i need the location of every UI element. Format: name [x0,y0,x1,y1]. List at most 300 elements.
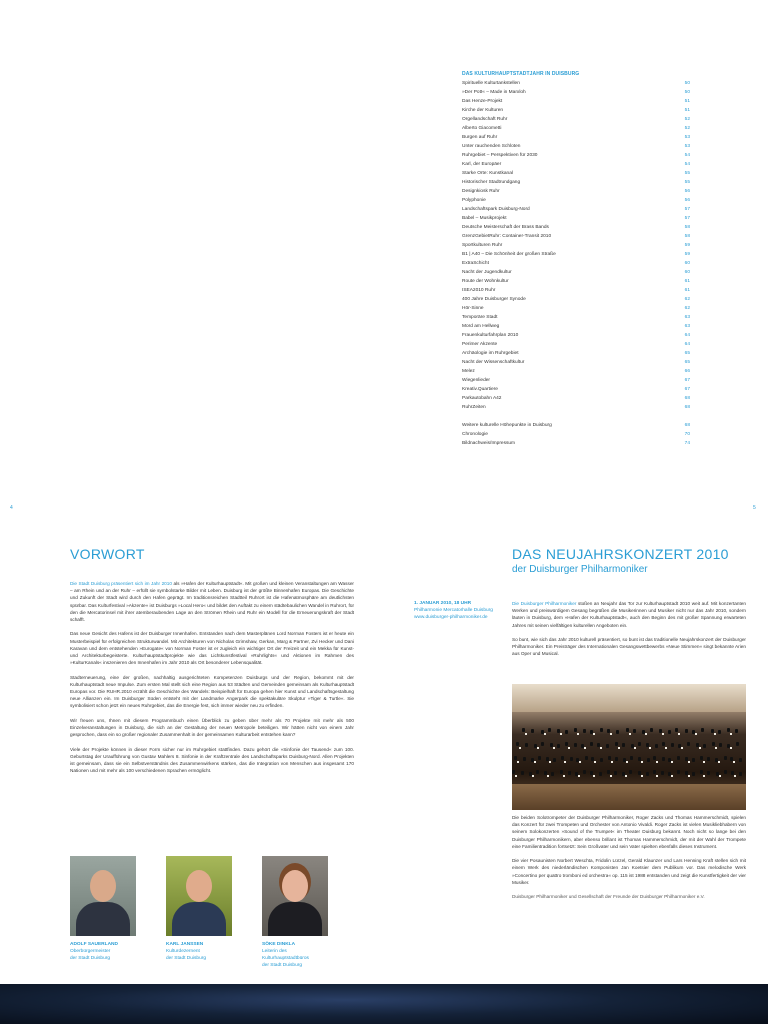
toc-item[interactable] [462,142,690,151]
toc-item[interactable] [462,250,690,259]
music-stand [688,761,690,763]
person-name: SÖKE DINKLA [262,942,296,947]
musician-figure [646,772,649,776]
toc-item-title: Landschaftspark Duisburg-Nord [462,207,530,212]
music-stand [688,775,690,777]
toc-item[interactable] [462,394,690,403]
toc-item-title: Nacht der Wissenschaftkultur [462,360,525,365]
toc-item-page: 68 [684,396,690,401]
musician-figure [615,757,618,761]
toc-item[interactable] [462,430,690,439]
toc-item[interactable] [462,214,690,223]
toc-item-title: ISEA2010 Ruhr [462,288,496,293]
musician-figure [718,730,721,734]
toc-item-page: 54 [684,162,690,167]
toc-item[interactable] [462,79,690,88]
music-stand [629,733,631,735]
musician-figure [615,742,618,746]
music-stand [641,761,643,763]
toc-item[interactable] [462,322,690,331]
musician-figure [522,728,525,732]
toc-item[interactable] [462,205,690,214]
musician-figure [727,728,730,732]
toc-item-title: Perimer Akzente [462,342,498,347]
person-role: der Stadt Duisburg [70,956,110,961]
music-stand [733,761,735,763]
person-card [166,856,232,969]
music-stand [703,775,705,777]
toc-item-title: Babel – Musikprojekt [462,216,507,221]
music-stand [610,733,612,735]
musician-figure [687,742,690,746]
musician-figure [650,728,653,732]
musician-figure [585,756,588,760]
musician-figure [608,756,611,760]
toc-item-page: 53 [684,144,690,149]
musician-figure [724,756,727,760]
musician-figure [516,742,519,746]
toc-item[interactable] [462,160,690,169]
toc-item-page: 52 [684,126,690,131]
musician-figure [712,742,715,746]
person-card [262,856,328,969]
next-page-image-strip [0,984,768,1024]
musician-figure [523,757,526,761]
musician-figure [600,758,603,762]
person-role: Leiterin des Kulturhauptstadtbüros [262,949,309,961]
toc-item-title: Burgen auf Ruhr [462,135,498,140]
toc-item[interactable] [462,124,690,133]
musician-figure [703,744,706,748]
toc-item-title: Spirituelle Kulturtankstellen [462,81,520,86]
toc-item[interactable] [462,331,690,340]
music-stand [594,761,596,763]
toc-item[interactable] [462,88,690,97]
musician-figure [668,730,671,734]
toc-item-title: Historischer Stadtrundgang [462,180,521,185]
musician-figure [677,756,680,760]
musician-figure [514,756,517,760]
music-stand [719,775,721,777]
musician-figure [662,742,665,746]
toc-item-page: 62 [684,297,690,302]
music-stand [593,775,595,777]
musician-figure [583,729,586,733]
musician-figure [531,729,534,733]
musician-figure [606,744,609,748]
toc-item-title: RuhrZeiten [462,405,486,410]
music-stand [645,733,647,735]
toc-item-page: 50 [684,81,690,86]
person-name: KARL JANSSEN [166,942,204,947]
toc-item-page: 59 [684,243,690,248]
musician-figure [647,758,650,762]
person-role: der Stadt Duisburg [166,956,206,961]
toc-item-title: Sportkulturen Ruhr [462,243,503,248]
music-stand [593,733,595,735]
toc-item-page: 63 [684,315,690,320]
toc-item-title: Kreativ.Quartiere [462,387,498,392]
musician-figure [557,744,560,748]
toc-item[interactable] [462,349,690,358]
toc-item[interactable] [462,340,690,349]
music-stand [671,775,673,777]
music-stand [579,761,581,763]
toc-item-title: Karl, der Europäer [462,162,502,167]
toc-item-title: Nacht der Jugendkultur [462,270,512,275]
music-stand [544,733,546,735]
toc-item-title: Melez [462,369,475,374]
music-stand [515,775,517,777]
toc-item-title: 400 Jahre Duisburger Synode [462,297,526,302]
musician-figure [736,742,739,746]
toc-item-page: 60 [684,261,690,266]
music-stand [681,747,683,749]
toc-item-title: Wiegenlieder [462,378,490,383]
musician-figure [600,728,603,732]
music-stand [600,747,602,749]
music-stand [577,733,579,735]
musician-figure [700,770,703,774]
musician-figure [653,756,656,760]
music-stand [626,761,628,763]
toc-item-page: 54 [684,153,690,158]
music-stand [537,747,539,749]
toc-item-page: 68 [684,423,690,428]
toc-item-page: 56 [684,189,690,194]
toc-item[interactable] [462,313,690,322]
toc-item-page: 70 [684,432,690,437]
portrait-photo [166,856,232,936]
toc-item-title: Frauenkulturfahrplan 2010 [462,333,519,338]
musician-figure [735,729,738,733]
table-of-contents [462,70,690,448]
music-stand [568,747,570,749]
toc-item[interactable] [462,295,690,304]
toc-item-title: Chronologie [462,432,488,437]
event-info [414,600,509,622]
toc-item-page: 64 [684,333,690,338]
musician-figure [661,771,664,775]
music-stand [695,733,697,735]
person-card [70,856,136,969]
toc-item[interactable] [462,259,690,268]
vorwort-paragraph: Viele der Projekte können in dieser Form sicher nur im Ruhrgebiet stattfinden. Dazu gehört die »Sinfonie der Tausend« zum 100. Geburtstag der Uraufführung von Gustav Mahlers 8. Sinfonie in der Kraftzentrale des Landschaftsparks Duisburg-Nord. Allen Projekten ist gemeinsam, dass sie ein Selbstverständnis des Zusammenwirkens stärken, das die Integration von Menschen aus insgesamt 170 Nationen und mit mehr als 100 verschiedenen Sprachen ermöglicht. [70,746,354,774]
event-date: 1. JANUAR 2010, 18 UHR [414,601,472,606]
toc-item-page: 62 [684,306,690,311]
toc-item-title: Weitere kulturelle Höhepunkte in Duisburg [462,423,552,428]
music-stand [618,747,620,749]
music-stand [563,775,565,777]
toc-item-page: 56 [684,198,690,203]
toc-item-title: ExtraSchicht [462,261,489,266]
toc-item-title: Hör-Sinne [462,306,484,311]
toc-item-page: 51 [684,99,690,104]
toc-item-title: Unter rauchenden Schloten [462,144,521,149]
musician-figure [616,730,619,734]
toc-item-title: Deutsche Meisterschaft der Brass Bands [462,225,549,230]
vorwort-paragraph [70,580,354,623]
musician-figure [685,729,688,733]
neujahr-intro [512,600,746,665]
music-stand [730,747,732,749]
music-stand [610,775,612,777]
musician-figure [568,771,571,775]
vorwort-title: VORWORT [70,546,145,562]
musician-figure [548,728,551,732]
neujahr-credit: Duisburger Philharmoniker und Gesellschaft der Freunde der Duisburger Philharmoniker e.V. [512,894,705,900]
toc-item-title: B1 | A40 – Die Schönheit der großen Straße [462,252,556,257]
music-stand [634,747,636,749]
music-stand [525,733,527,735]
musician-figure [512,770,515,774]
toc-spacer [462,412,690,421]
toc-extra-list [462,421,690,448]
music-stand [734,775,736,777]
toc-item[interactable] [462,196,690,205]
musician-figure [692,758,695,762]
music-stand [662,733,664,735]
neujahr-subtitle: der Duisburger Philharmoniker [512,564,648,575]
music-stand [714,733,716,735]
music-stand [656,775,658,777]
portrait-photo [70,856,136,936]
toc-item-page: 65 [684,360,690,365]
neujahr-details [512,814,746,908]
toc-item-page: 64 [684,342,690,347]
neujahr-paragraph [512,600,746,629]
musician-figure [583,770,586,774]
musician-figure [629,770,632,774]
toc-item-page: 59 [684,252,690,257]
musician-figure [707,757,710,761]
person-role: der Stadt Duisburg [262,963,302,968]
orchestra-photo [512,684,746,810]
music-stand [703,761,705,763]
toc-list [462,79,690,412]
vorwort-body [70,580,354,782]
toc-item[interactable] [462,421,690,430]
toc-item[interactable] [462,151,690,160]
neujahr-text: stoßen an Neujahr das Tor zur Kulturhauptstadt 2010 weit auf. Mit konzertanten Werken und preiswürdigem Gesang begrüßen die Musikerinnen und Musiker nicht nur das Jahr 2010, sondern läuten in Duisburg, dem »Hafen der Kulturhauptstadt«, auch den Beginn des mit großer Spannung erwarteten Jahres mit seinen vielfältigen kulturellen Angeboten ein. [512,601,746,628]
music-stand [517,761,519,763]
musician-figure [622,743,625,747]
toc-item-page: 52 [684,117,690,122]
vorwort-paragraph: Wir freuen uns, Ihnen mit diesem Programmbuch einen Überblick zu geben über mehr als 70 Projekte mit mehr als 500 Einzelveranstaltungen in Duisburg, die sich an der Gestaltung der neuen Metropole beteiligen. Wir hätten nicht von einem Jahr gesprochen, dass ein so großer regionaler Zusammenhalt in der gemeinsamen Kulturarbeit entstehen kann? [70,717,354,738]
toc-item-title: »Der Pott« – Made in Marxloh [462,90,526,95]
musician-figure [700,756,703,760]
musician-figure [655,744,658,748]
toc-item[interactable] [462,178,690,187]
toc-item[interactable] [462,277,690,286]
toc-item-page: 63 [684,324,690,329]
toc-item-page: 55 [684,171,690,176]
music-stand [665,747,667,749]
toc-item-page: 58 [684,225,690,230]
music-stand [534,761,536,763]
toc-item[interactable] [462,439,690,448]
music-stand [730,733,732,735]
toc-item-page: 68 [684,405,690,410]
toc-item-page: 51 [684,108,690,113]
musician-figure [662,757,665,761]
musician-figure [570,757,573,761]
music-stand [564,761,566,763]
toc-item-page: 61 [684,279,690,284]
vorwort-lead-link[interactable]: Die Stadt Duisburg präsentiert sich im Jahr 2010 [70,581,173,586]
musician-figure [633,729,636,733]
toc-item-page: 57 [684,216,690,221]
music-stand [649,747,651,749]
musician-figure [607,770,610,774]
toc-item-title: Archäologie im Ruhrgebiet [462,351,519,356]
toc-item-title: Das Henze-Projekt [462,99,503,104]
musician-figure [724,770,727,774]
toc-item-title: Orgellandschaft Ruhr [462,117,508,122]
toc-item[interactable] [462,97,690,106]
musician-figure [626,728,629,732]
music-stand [656,761,658,763]
musician-figure [671,743,674,747]
toc-item[interactable] [462,106,690,115]
musician-figure [653,770,656,774]
musician-figure [536,770,539,774]
event-url-link[interactable]: www.duisburger-philharmoniker.de [414,615,488,621]
toc-item[interactable] [462,187,690,196]
toc-item-title: Kirche der Kulturen [462,108,504,113]
music-stand [715,747,717,749]
musician-figure [599,772,602,776]
musician-figure [565,742,568,746]
music-stand [532,775,534,777]
music-stand [641,775,643,777]
musician-figure [525,743,528,747]
toc-item-page: 50 [684,90,690,95]
person-role: Kulturdezernent [166,949,200,954]
toc-item[interactable] [462,304,690,313]
toc-item-page: 67 [684,378,690,383]
portrait-row [70,856,340,969]
musician-figure [707,771,710,775]
toc-item-page: 67 [684,387,690,392]
musician-figure [538,756,541,760]
toc-item[interactable] [462,115,690,124]
toc-item-page: 65 [684,351,690,356]
toc-item-title: Starke Orte: Kunstkanal [462,171,513,176]
portrait-photo [262,856,328,936]
musician-figure [553,758,556,762]
toc-item[interactable] [462,268,690,277]
event-venue: Philharmonie Mercatorhalle Duisburg [414,608,493,614]
toc-item[interactable] [462,133,690,142]
musician-figure [701,728,704,732]
musician-figure [677,770,680,774]
music-stand [519,747,521,749]
toc-item-page: 60 [684,270,690,275]
toc-item-page: 55 [684,180,690,185]
toc-item-page: 61 [684,288,690,293]
musician-figure [630,756,633,760]
music-stand [718,761,720,763]
musician-figure [692,772,695,776]
toc-item[interactable] [462,241,690,250]
musician-figure [719,743,722,747]
toc-item-title: Temporäre Stadt [462,315,498,320]
musician-figure [638,742,641,746]
musician-figure [739,758,742,762]
musician-figure [739,772,742,776]
toc-item-title: Bildnachweis/Impressum [462,441,516,446]
toc-item[interactable] [462,232,690,241]
toc-item[interactable] [462,358,690,367]
toc-item-title: Mord am Hellweg [462,324,500,329]
musician-figure [565,730,568,734]
toc-item-title: Route der Wohnkultur [462,279,509,284]
music-stand [553,747,555,749]
musician-figure [521,771,524,775]
musician-figure [675,728,678,732]
musician-figure [614,771,617,775]
toc-heading: DAS KULTURHAUPTSTADTJAHR IN DUISBURG [462,71,580,77]
toc-item-page: 66 [684,369,690,374]
vorwort-paragraph: Stadterneuerung, eine der großen, nachhaltig ausgerichteten Kompetenzen Duisburgs und der Region, bekommt mit der Kulturhauptstadt neue Impulse. Zum ersten Mal stellt sich eine Region aus 53 Städten und Gemeinden gemeinsam als Kulturhauptstadt Europas vor. Die RUHR.2010 erzählt die Geschichte des Wandels: Beispielhaft für Europa gehen hier Kunst und Landschaftsgestaltung neue Allianzen ein. Im Duisburger Süden entsteht mit der Landmarke Angerpark die spektakuläre Skulptur »Tiger & Turtle«. Sie symbolisiert schon jetzt ein neues Ruhrgebiet, das die Energie fest, sich immer wieder neu zu erfinden. [70,674,354,709]
neujahr-paragraph: Die beiden Solotrompeter der Duisburger Philharmoniker, Roger Zacks und Thomas Hammerschmidt, spielen das Konzert für zwei Trompeten und Orchester von Antonio Vivaldi. Roger Zacks ist vielen Musikliebhabern von seinem Solokonzerten »Sound of the Trumpet« im Theater Duisburg bekannt. Noch nicht so lange bei den Duisburger Philharmonikern, aber ebenso brillant ist Thomas Hammerschmidt, der mit der Wahl der Trompete eine Familientradition fortsetzt: Sein Großvater und sein Vater spielten ebenfalls dieses Instrument. [512,815,746,849]
toc-item-page: 74 [684,441,690,446]
musician-figure [574,728,577,732]
toc-item-title: Parkautobahn A42 [462,396,502,401]
toc-item[interactable] [462,169,690,178]
musician-figure [590,742,593,746]
music-stand [560,733,562,735]
toc-item-page: 57 [684,207,690,212]
music-stand [699,747,701,749]
page-number-right: 5 [753,505,756,511]
person-name: ADOLF SAUERLAND [70,942,118,947]
neujahr-paragraph: Die vier Posaunisten Norbert Weschta, Fridolin Lürzel, Gerald Klaunzer und Lars Henning Kraft stellen sich mit einem Werk des niederländischen Komponisten Jan Koetsier dem Publikum vor. Das melodische Werk »Concertino per quattro tromboni ed orchestra« op. 115 ist 1988 entstanden und zeigt die Kunstfertigkeit der vier Musiker. [512,858,746,885]
musician-figure [541,742,544,746]
toc-item[interactable] [462,367,690,376]
musician-figure [574,743,577,747]
vorwort-text: als »Hafen der Kulturhauptstadt«. Mit großen und kleinen Veranstaltungen am Wasser – am Rhein und an der Ruhr – erfüllt sie symbolstarke Bilder mit Leben. Duisburg ist der größte Binnenhafen Europas. Die Geschichte und Zukunft der Stadt wird durch den Hafen geprägt. Im traditionsreichen Stadtteil Ruhrort ist die Hafenatmosphäre am deutlichsten spürbar. Das Kulturfestival »Akzente« ist Duisburgs »Local Hero« und bildet den Auftakt zu einem städtebaulichen Wandel in Ruhrort, für den die Mercatorinsel mit ihrer atemberaubenden Lage an den Strömen Rhein und Ruhr ein Modell für die Erneuerungskraft der Stadt schafft. [70,581,354,623]
music-stand [547,775,549,777]
person-role: Oberbürgermeister [70,949,111,954]
toc-item[interactable] [462,286,690,295]
toc-item[interactable] [462,385,690,394]
music-stand [671,761,673,763]
toc-item[interactable] [462,223,690,232]
music-stand [625,775,627,777]
music-stand [549,761,551,763]
music-stand [611,761,613,763]
neujahr-lead-link[interactable]: Die Duisburger Philharmoniker [512,601,577,606]
toc-item-title: Polyphonie [462,198,486,203]
musician-figure [551,772,554,776]
toc-item[interactable] [462,376,690,385]
toc-item-title: Ruhrgebiet – Perspektiven für 2030 [462,153,538,158]
music-stand [678,733,680,735]
toc-item[interactable] [462,403,690,412]
toc-item-page: 53 [684,135,690,140]
music-stand [584,747,586,749]
toc-item-page: 58 [684,234,690,239]
vorwort-paragraph: Das neue Gesicht des Hafens ist der Duisburger Innenhafen. Entstanden nach dem Masterplänen Lord Norman Fosters ist er heute ein Musterbeispiel für erfolgreichen Strukturwandel. Mit Architekturen von Nicholas Grimshaw, Gerkan, Marg & Partner, Zvi Hecker und Dani Karavan und dem entstehenden »Eurogate« von Norman Foster ist er zugleich ein wichtiger Ort der Freizeit und ein Mekka für Kunst- und Architekturbegeisterte. Kulturhauptstadtprojekte wie das Lichtkunstfestival »Ruhrlights« und Aktionen im Rahmen des »KulturKanals« inszenieren den Innenhafen im Jahr 2010 als Ort besonderer Lebensqualität. [70,631,354,666]
toc-item-title: Alberto Giacometti [462,126,502,131]
musician-figure [561,756,564,760]
music-stand [578,775,580,777]
page-number-left: 4 [10,505,13,511]
toc-item-title: GrenzGebietRuhr: Container-Transit 2010 [462,234,552,239]
toc-item-title: Designkiosk Ruhr [462,189,500,194]
